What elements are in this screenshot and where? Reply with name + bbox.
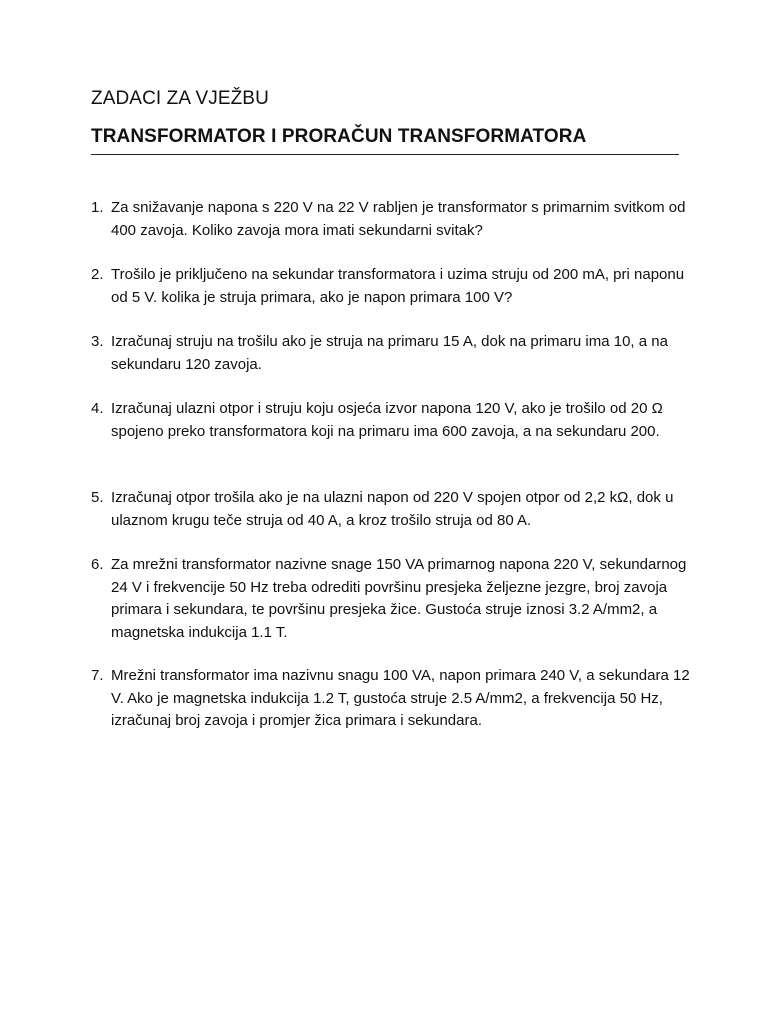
task-item [91, 197, 691, 242]
task-number: 3. [91, 333, 104, 350]
task-number: 2. [91, 266, 104, 283]
title-underline [91, 154, 679, 155]
task-number: 4. [91, 400, 104, 417]
task-item [91, 331, 691, 376]
document-title: TRANSFORMATOR I PRORAČUN TRANSFORMATORA [91, 126, 587, 147]
task-text: Za mrežni transformator nazivne snage 150 VA primarnog napona 220 V, sekundarnog 24 V i frekvencije 50 Hz treba odrediti površinu presjeka željezne jezgre, broj zavoja primara i sekundara, te površinu presjeka žice. Gustoća struje iznosi 3.2 A/mm2, a magnetska indukcija 1.1 T. [111, 556, 687, 641]
task-text: Izračunaj ulazni otpor i struju koju osjeća izvor napona 120 V, ako je trošilo od 20 Ω spojeno preko transformatora koji na primaru ima 600 zavoja, a na sekundaru 200. [111, 400, 663, 440]
task-number: 1. [91, 199, 104, 216]
task-item [91, 264, 691, 309]
task-number: 7. [91, 667, 104, 684]
task-item [91, 665, 691, 733]
task-number: 6. [91, 556, 104, 573]
document-subtitle: ZADACI ZA VJEŽBU [91, 88, 269, 109]
task-text: Izračunaj otpor trošila ako je na ulazni napon od 220 V spojen otpor od 2,2 kΩ, dok u ulaznom krugu teče struja od 40 A, a kroz trošilo struja od 80 A. [111, 489, 674, 529]
task-item [91, 398, 691, 443]
task-item [91, 554, 691, 644]
task-text: Mrežni transformator ima nazivnu snagu 100 VA, napon primara 240 V, a sekundara 12 V. Ako je magnetska indukcija 1.2 T, gustoća struje 2.5 A/mm2, a frekvencija 50 Hz, izračunaj broj zavoja i promjer žica primara i sekundara. [111, 667, 690, 729]
task-item [91, 487, 691, 532]
task-text: Za snižavanje napona s 220 V na 22 V rabljen je transformator s primarnim svitkom od 400 zavoja. Koliko zavoja mora imati sekundarni svitak? [111, 199, 686, 239]
task-text: Izračunaj struju na trošilu ako je struja na primaru 15 A, dok na primaru ima 10, a na sekundaru 120 zavoja. [111, 333, 668, 373]
task-text: Trošilo je priključeno na sekundar transformatora i uzima struju od 200 mA, pri naponu od 5 V. kolika je struja primara, ako je napon primara 100 V? [111, 266, 685, 306]
task-number: 5. [91, 489, 104, 506]
